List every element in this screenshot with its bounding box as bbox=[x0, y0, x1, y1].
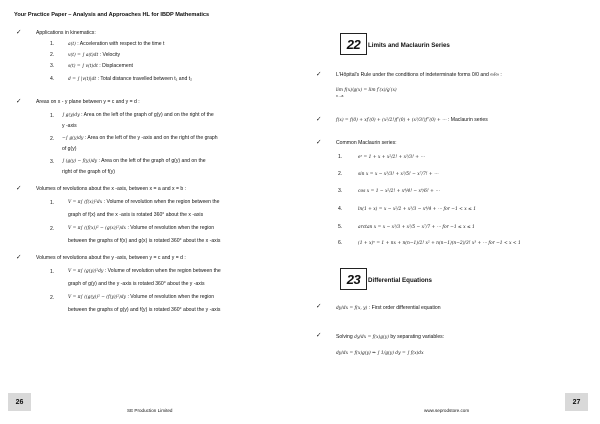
right-page bbox=[300, 0, 600, 424]
series-item-5 bbox=[358, 225, 475, 230]
math-expression: dy/dx = f(x, y) bbox=[336, 306, 368, 311]
item-text: : Displacement bbox=[99, 63, 133, 69]
lhopital-text: L'Hôpital's Rule under the conditions of indeterminate forms 0/0 and ∞/∞ : bbox=[336, 72, 502, 78]
item-text: : Total distance travelled between t₁ and t₂ bbox=[97, 76, 193, 82]
math-expression: a(t) bbox=[68, 42, 76, 47]
item-number: 2. bbox=[338, 171, 343, 177]
math-expression: dy/dx = f(x)g(y) ⇒ ∫ 1/g(y) dy = ∫ f(x)dx bbox=[336, 351, 424, 356]
first-order-de bbox=[336, 306, 441, 311]
series-item-3 bbox=[358, 189, 440, 194]
check-icon: ✓ bbox=[16, 254, 22, 261]
item-number: 3. bbox=[50, 159, 55, 165]
kinematics-title: Applications in kinematics: bbox=[36, 30, 96, 36]
check-icon: ✓ bbox=[16, 29, 22, 36]
item-number: 3. bbox=[50, 63, 55, 69]
vol-x-item-1-cont: graph of f(x) and the x -axis is rotated 360° about the x -axis bbox=[68, 212, 204, 218]
item-text: : Volume of revolution when the region bbox=[127, 294, 215, 300]
item-text: Solving bbox=[336, 334, 353, 340]
item-text: : Area on the left of the y -axis and on the right of the graph bbox=[84, 135, 218, 141]
item-number: 4. bbox=[338, 206, 343, 212]
item-text: : Volume of revolution when the region bbox=[127, 225, 215, 231]
item-number: 1. bbox=[50, 269, 55, 275]
separable-de-solution bbox=[336, 351, 424, 356]
vol-y-item-2 bbox=[68, 295, 214, 300]
areas-item-1-cont: y -axis bbox=[62, 123, 77, 129]
kinematics-item-2 bbox=[68, 53, 120, 58]
math-expression: arctan x = x − x³/3 + x⁵/5 − x⁷/7 + ⋯ for −1 ≤ x ≤ 1 bbox=[358, 225, 475, 230]
check-icon: ✓ bbox=[16, 98, 22, 105]
kinematics-item-4 bbox=[68, 77, 192, 82]
item-text: : Maclaurin series bbox=[447, 117, 488, 123]
math-expression: V = π∫ (g(y))²dy bbox=[68, 269, 104, 274]
item-number: 1. bbox=[338, 154, 343, 160]
item-text: : Area on the left of the graph of g(y) and on the right of the bbox=[81, 112, 214, 118]
vol-x-item-1 bbox=[68, 200, 219, 205]
check-icon: ✓ bbox=[316, 71, 322, 78]
vol-x-title: Volumes of revolutions about the x -axis, between x = a and x = b : bbox=[36, 186, 187, 192]
item-number: 2. bbox=[50, 226, 55, 232]
vol-y-item-1-cont: graph of g(y) and the y -axis is rotated 360° about the y -axis bbox=[68, 281, 205, 287]
math-expression: sin x = x − x³/3! + x⁵/5! − x⁷/7! + ⋯ bbox=[358, 172, 439, 177]
math-expression: v(t) = ∫ a(t)dt bbox=[68, 53, 99, 58]
math-expression: f(x) = f(0) + xf′(0) + (x²/2!)f″(0) + (x³/3!)f‴(0) + ⋯ bbox=[336, 118, 447, 123]
chapter-number-badge: 23 bbox=[340, 268, 367, 290]
item-number: 2. bbox=[50, 295, 55, 301]
math-expression: cos x = 1 − x²/2! + x⁴/4! − x⁶/6! + ⋯ bbox=[358, 189, 440, 194]
chapter-number-badge: 22 bbox=[340, 33, 367, 55]
item-number: 5. bbox=[338, 224, 343, 230]
item-text: : Area on the left of the graph of g(y) and on the bbox=[98, 158, 206, 164]
separable-de bbox=[336, 335, 444, 340]
math-expression: d = ∫ |v(t)|dt bbox=[68, 77, 97, 82]
item-text: : Volume of revolution when the region between the bbox=[103, 199, 220, 205]
check-icon: ✓ bbox=[316, 332, 322, 339]
vol-x-item-2-cont: between the graphs of f(x) and g(x) is rotated 360° about the x -axis bbox=[68, 238, 221, 244]
areas-item-2-cont: of g(y) bbox=[62, 146, 77, 152]
item-number: 2. bbox=[50, 136, 55, 142]
page-header: Your Practice Paper – Analysis and Approaches HL for IBDP Mathematics bbox=[14, 12, 210, 18]
areas-item-3-cont: right of the graph of f(y) bbox=[62, 169, 115, 175]
lhopital-formula bbox=[336, 88, 397, 93]
chapter-title: Differential Equations bbox=[368, 277, 432, 284]
chapter-title: Limits and Maclaurin Series bbox=[368, 42, 450, 49]
item-number: 1. bbox=[50, 113, 55, 119]
areas-item-3 bbox=[62, 159, 206, 164]
math-expression: −∫ g(y)dy bbox=[62, 136, 84, 141]
check-icon: ✓ bbox=[316, 139, 322, 146]
math-expression: V = π∫ (f(x))²dx bbox=[68, 200, 103, 205]
vol-y-item-1 bbox=[68, 269, 221, 274]
series-item-2 bbox=[358, 172, 438, 177]
item-text: : Volume of revolution when the region between the bbox=[104, 268, 221, 274]
math-expression: lim f(x)/g(x) = lim f′(x)/g′(x) bbox=[336, 88, 397, 93]
item-text: : Velocity bbox=[99, 52, 121, 58]
math-expression: eˣ = 1 + x + x²/2! + x³/3! + ⋯ bbox=[358, 155, 425, 160]
item-text: by separating variables: bbox=[390, 334, 445, 340]
limit-subscript: x→a bbox=[336, 94, 344, 98]
math-expression: ∫ g(y)dy bbox=[62, 113, 80, 118]
item-number: 1. bbox=[50, 200, 55, 206]
vol-y-item-2-cont: between the graphs of g(y) and f(y) is rotated 360° about the y -axis bbox=[68, 307, 221, 313]
series-item-4 bbox=[358, 207, 476, 212]
item-number: 4. bbox=[50, 76, 55, 82]
item-number: 1. bbox=[50, 41, 55, 47]
page-number: 26 bbox=[8, 393, 31, 411]
check-icon: ✓ bbox=[316, 116, 322, 123]
math-expression: (1 + x)ⁿ = 1 + nx + n(n−1)/2! x² + n(n−1)(n−2)/3! x³ + ⋯ for −1 < x < 1 bbox=[358, 241, 521, 246]
kinematics-item-3 bbox=[68, 64, 133, 69]
math-expression: V = π∫ ((f(x))² − (g(x))²)dx bbox=[68, 226, 127, 231]
check-icon: ✓ bbox=[16, 185, 22, 192]
math-expression: dy/dx = f(x)g(y) bbox=[354, 335, 389, 340]
areas-item-1 bbox=[62, 113, 214, 118]
vol-x-item-2 bbox=[68, 226, 214, 231]
series-item-6 bbox=[358, 241, 521, 246]
item-text: : Acceleration with respect to the time t bbox=[77, 41, 165, 47]
check-icon: ✓ bbox=[316, 303, 322, 310]
math-expression: s(t) = ∫ v(t)dt bbox=[68, 64, 98, 69]
common-series-title: Common Maclaurin series: bbox=[336, 140, 397, 146]
areas-item-2 bbox=[62, 136, 218, 141]
page-number: 27 bbox=[565, 393, 588, 411]
areas-title: Areas on x - y plane between y = c and y = d : bbox=[36, 99, 140, 105]
website-footer: www.seprodstore.com bbox=[424, 408, 470, 413]
math-expression: ln(1 + x) = x − x²/2 + x³/3 − x⁴/4 + ⋯ for −1 < x ≤ 1 bbox=[358, 207, 476, 212]
item-number: 2. bbox=[50, 52, 55, 58]
item-text: : First order differential equation bbox=[368, 305, 441, 311]
math-expression: ∫ (g(y) − f(y))dy bbox=[62, 159, 98, 164]
math-expression: V = π∫ ((g(y))² − (f(y))²)dy bbox=[68, 295, 127, 300]
publisher-footer: SE Production Limited bbox=[127, 408, 173, 413]
vol-y-title: Volumes of revolutions about the y -axis, between y = c and y = d : bbox=[36, 255, 186, 261]
series-item-1 bbox=[358, 155, 425, 160]
item-number: 3. bbox=[338, 188, 343, 194]
maclaurin-series bbox=[336, 118, 488, 123]
kinematics-item-1 bbox=[68, 42, 164, 47]
item-number: 6. bbox=[338, 240, 343, 246]
